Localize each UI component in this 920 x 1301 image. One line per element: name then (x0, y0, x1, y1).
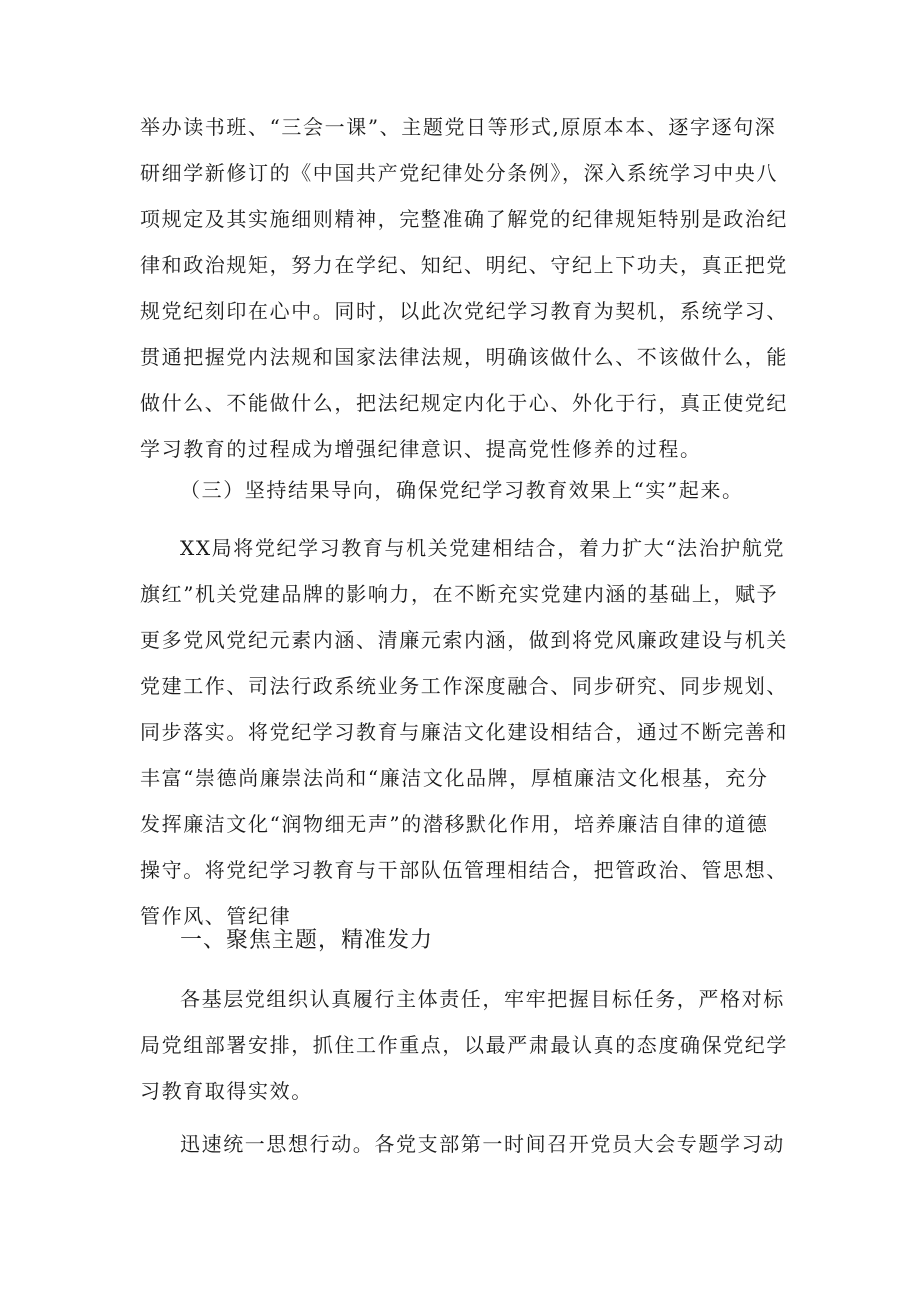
text-line: 发挥廉洁文化“润物细无声”的潜移默化作用，培养廉洁自律的道德 (140, 812, 769, 836)
text-line: 学习教育的过程成为增强纪律意识、提高党性修养的过程。 (140, 437, 702, 461)
text-line: XX局将党纪学习教育与机关党建相结合，着力扩大“法治护航党 (180, 536, 786, 560)
text-line: 操守。将党纪学习教育与干部队伍管理相结合，把管政治、管思想、 (140, 858, 788, 882)
section-subheading-three (140, 467, 792, 513)
text-line: 管作风、管纪律 (140, 904, 292, 928)
paragraph-party-building (140, 525, 792, 939)
text-line: 研细学新修订的《中国共产党纪律处分条例》，深入系统学习中央八 (140, 161, 778, 185)
text-line: 局党组部署安排，抓住工作重点，以最严肃最认真的态度确保党纪学 (140, 1033, 788, 1057)
text-line: 律和政治规矩，努力在学纪、知纪、明纪、守纪上下功夫，真正把党 (140, 253, 788, 277)
text-line: 举办读书班、“三会一课”、主题党日等形式,原原本本、逐字逐句深 (140, 115, 777, 139)
text-line: （三）坚持结果导向，确保党纪学习教育效果上“实”起来。 (180, 478, 744, 502)
section-heading-one: 一、聚焦主题，精准发力 (180, 928, 434, 953)
paragraph-unify-thinking (140, 1121, 792, 1167)
text-line: 丰富“崇德尚廉崇法尚和“廉洁文化品牌，厚植廉洁文化根基，充分 (140, 766, 769, 790)
text-line: 同步落实。将党纪学习教育与廉洁文化建设相结合，通过不断完善和 (140, 720, 788, 744)
text-line: 习教育取得实效。 (140, 1079, 313, 1103)
paragraph-study-methods (140, 104, 792, 472)
text-line: 更多党风党纪元素内涵、清廉元索内涵，做到将党风廉政建设与机关 (140, 628, 788, 652)
paragraph-responsibility (140, 976, 792, 1114)
text-line: 党建工作、司法行政系统业务工作深度融合、同步研究、同步规划、 (140, 674, 788, 698)
text-line: 项规定及其实施细则精神，完整准确了解党的纪律规矩特别是政治纪 (140, 207, 788, 231)
text-line: 规党纪刻印在心中。同时，以此次党纪学习教育为契机，系统学习、 (140, 299, 788, 323)
text-line: 贯通把握党内法规和国家法律法规，明确该做什么、不该做什么，能 (140, 345, 788, 369)
text-line: 旗红”机关党建品牌的影响力，在不断充实党建内涵的基础上，赋予 (140, 582, 779, 606)
text-line: 做什么、不能做什么，把法纪规定内化于心、外化于行，真正使党纪 (140, 391, 788, 415)
text-line: 各基层党组织认真履行主体责任，牢牢把握目标任务，严格对标 (180, 987, 785, 1011)
text-line: 迅速统一思想行动。各党支部第一时间召开党员大会专题学习动 (180, 1132, 785, 1156)
